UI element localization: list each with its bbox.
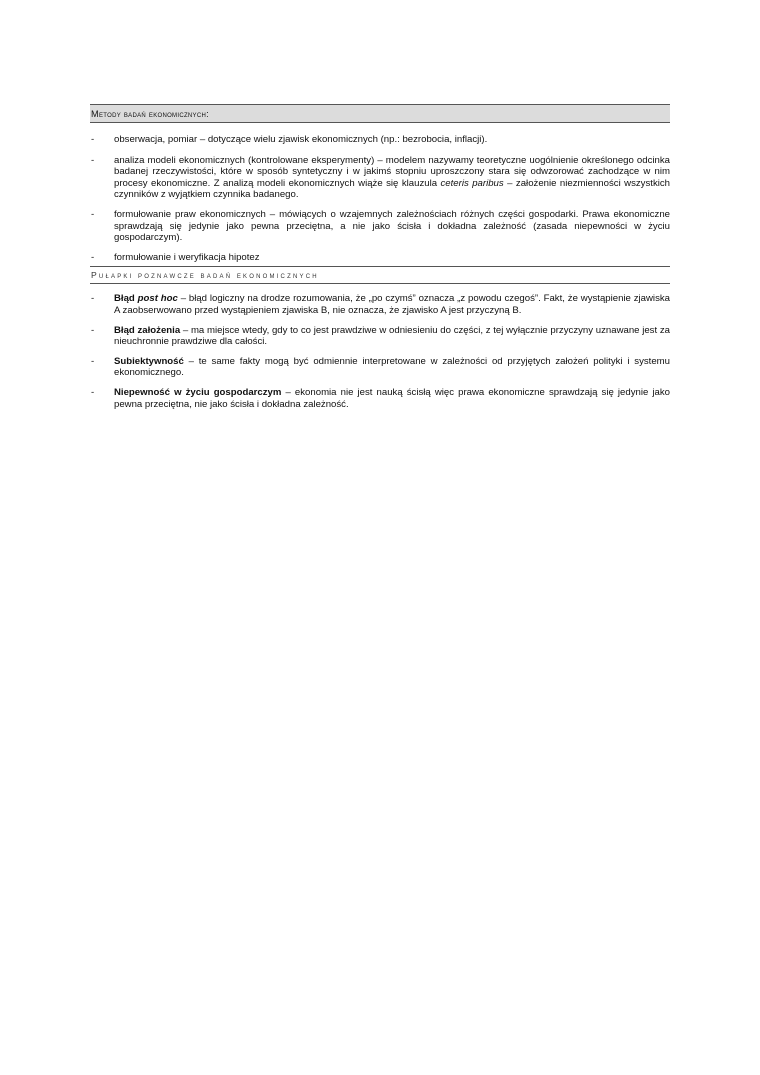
list-item <box>90 155 670 201</box>
list-item <box>90 252 670 264</box>
item-text: formułowanie praw ekonomicznych – mówiących o wzajemnych zależnościach różnych części gospodarki. Prawa ekonomiczne sprawdzają się jedynie jako pewna przeciętna, a nie jako ścisła i dokładna zależność (zasada niepewności w życiu gospodarczym). <box>114 208 670 244</box>
list-item <box>90 356 670 379</box>
item-text: – błąd logiczny na drodze rozumowania, że „po czymś” oznacza „z powodu czegoś”. Fakt, że wystąpienie zjawiska A zaobserwowano przed wystąpieniem zjawiska B, nie oznacza, że zjawisko A jest przyczyną B. <box>114 293 670 316</box>
methods-list <box>90 134 670 263</box>
item-text: obserwacja, pomiar – dotyczące wielu zjawisk ekonomicznych (np.: bezrobocia, inflacji). <box>114 134 488 145</box>
bullet-dash: - <box>91 134 95 145</box>
list-item <box>90 134 670 146</box>
bullet-dash: - <box>91 251 95 263</box>
item-term-italic: post hoc <box>137 293 178 305</box>
bullet-dash: - <box>91 355 95 367</box>
bullet-dash: - <box>91 324 95 336</box>
item-text: – ma miejsce wtedy, gdy to co jest prawdziwe w odniesieniu do części, z tej wyłącznie przyczyny uznawane jest za nieuchronnie prawdziwe dla całości. <box>114 324 670 348</box>
list-item <box>90 387 670 410</box>
item-term: Błąd założenia <box>114 324 181 336</box>
item-term: Błąd <box>114 293 135 305</box>
item-text: – te same fakty mogą być odmiennie interpretowane w zależności od przyjętych założeń polityki i systemu ekonomicznego. <box>114 355 670 379</box>
item-text: formułowanie i weryfikacja hipotez <box>114 251 260 263</box>
section-heading-methods <box>90 104 670 123</box>
list-item <box>90 293 670 316</box>
bullet-dash: - <box>91 154 95 166</box>
item-text: analiza modeli ekonomicznych (kontrolowane eksperymenty) – modelem nazywamy teoretyczne uogólnienie określonego odcinka badanej rzeczywistości, które w sposób syntetyczny i w jakimś stopniu uproszczony stara się odwzorować zachodzące w nim procesy ekonomiczne. Z analizą modeli ekonomicznych wiąże się klauzula <box>114 154 670 189</box>
item-text: – ekonomia nie jest nauką ścisłą więc prawa ekonomiczne sprawdzają się jedynie jako pewna przeciętna, nie jako ścisła i dokładna zależność. <box>114 386 670 410</box>
section-title: Metody badań ekonomicznych: <box>91 109 209 119</box>
section-heading-pitfalls <box>90 266 670 284</box>
item-text: – założenie niezmienności wszystkich czynników z wyjątkiem czynnika badanego. <box>114 177 670 201</box>
list-item <box>90 209 670 244</box>
bullet-dash: - <box>91 293 95 305</box>
list-item <box>90 325 670 348</box>
item-text-italic: ceteris paribus <box>440 177 504 189</box>
pitfalls-list <box>90 293 670 410</box>
bullet-dash: - <box>91 208 95 220</box>
bullet-dash: - <box>91 386 95 398</box>
document-page <box>90 104 670 410</box>
item-term: Niepewność w życiu gospodarczym <box>114 386 282 398</box>
item-term: Subiektywność <box>114 355 184 367</box>
section-title: Pułapki poznawcze badań ekonomicznych <box>91 270 319 281</box>
